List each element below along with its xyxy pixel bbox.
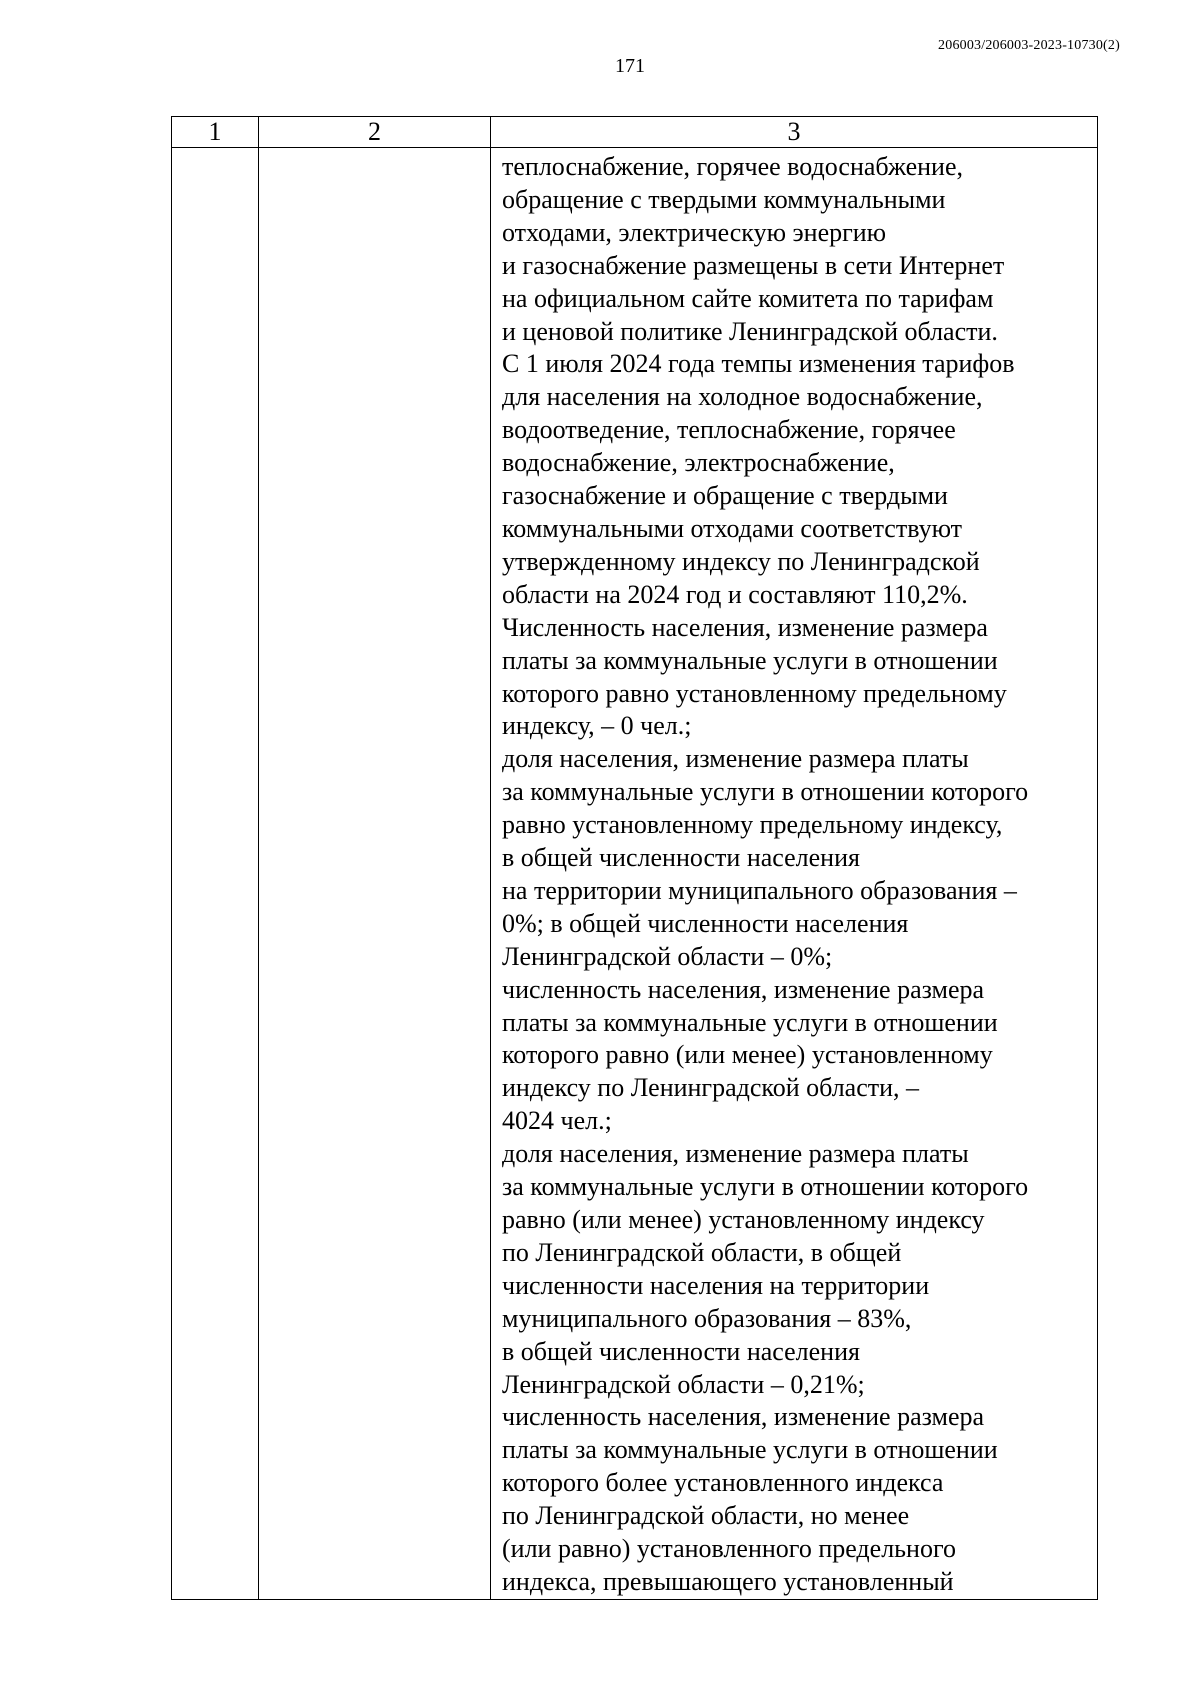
text-line: водоотведение, теплоснабжение, горячее bbox=[502, 415, 956, 445]
page-number: 171 bbox=[615, 55, 645, 77]
text-line: индексу, – 0 чел.; bbox=[502, 711, 692, 741]
text-line: численность населения, изменение размера bbox=[502, 974, 985, 1004]
text-line: по Ленинградской области, в общей bbox=[502, 1237, 902, 1267]
text-line: в общей численности населения bbox=[502, 1336, 860, 1366]
text-line: индексу по Ленинградской области, – bbox=[502, 1073, 920, 1103]
text-line: по Ленинградской области, но менее bbox=[502, 1501, 910, 1531]
text-line: муниципального образования – 83%, bbox=[502, 1303, 912, 1333]
text-line: утвержденному индексу по Ленинградской bbox=[502, 546, 980, 576]
text-line: индекса, превышающего установленный bbox=[502, 1566, 954, 1596]
text-line: и газоснабжение размещены в сети Интернет bbox=[502, 250, 1005, 280]
text-line: равно установленному предельному индексу, bbox=[502, 810, 1003, 840]
text-line: платы за коммунальные услуги в отношении bbox=[502, 645, 998, 675]
text-line: за коммунальные услуги в отношении которого bbox=[502, 1172, 1029, 1202]
text-line: платы за коммунальные услуги в отношении bbox=[502, 1007, 998, 1037]
text-line: доля населения, изменение размера платы bbox=[502, 1139, 969, 1169]
text-line: Численность населения, изменение размера bbox=[502, 612, 988, 642]
text-line: теплоснабжение, горячее водоснабжение, bbox=[502, 152, 964, 181]
content-table bbox=[171, 116, 1098, 1600]
text-line: на территории муниципального образования – bbox=[502, 875, 1017, 905]
column-header-1: 1 bbox=[172, 117, 259, 148]
text-line: которого более установленного индекса bbox=[502, 1468, 944, 1498]
text-line: водоснабжение, электроснабжение, bbox=[502, 448, 895, 478]
text-line: которого равно (или менее) установленному bbox=[502, 1040, 993, 1070]
table-header-row bbox=[172, 117, 1098, 148]
column-header-2: 2 bbox=[259, 117, 491, 148]
text-line: коммунальными отходами соответствуют bbox=[502, 513, 963, 543]
table-row bbox=[172, 148, 1098, 1600]
text-line: С 1 июля 2024 года темпы изменения тарифов bbox=[502, 349, 1015, 379]
text-line: для населения на холодное водоснабжение, bbox=[502, 382, 983, 412]
text-line: Ленинградской области – 0,21%; bbox=[502, 1369, 865, 1399]
text-line: платы за коммунальные услуги в отношении bbox=[502, 1435, 998, 1465]
text-line: в общей численности населения bbox=[502, 843, 860, 873]
column2-cell bbox=[259, 148, 491, 1600]
text-line: 4024 чел.; bbox=[502, 1106, 612, 1136]
column3-text bbox=[491, 148, 1097, 1599]
text-line: отходами, электрическую энергию bbox=[502, 217, 887, 247]
text-line: за коммунальные услуги в отношении которого bbox=[502, 777, 1029, 807]
column-header-3: 3 bbox=[491, 117, 1098, 148]
text-line: области на 2024 год и составляют 110,2%. bbox=[502, 579, 968, 609]
text-line: численности населения на территории bbox=[502, 1270, 930, 1300]
text-line: и ценовой политике Ленинградской области. bbox=[502, 316, 998, 346]
text-line: обращение с твердыми коммунальными bbox=[502, 184, 946, 214]
text-line: 0%; в общей численности населения bbox=[502, 908, 909, 938]
text-line: (или равно) установленного предельного bbox=[502, 1534, 956, 1564]
text-line: равно (или менее) установленному индексу bbox=[502, 1205, 985, 1234]
text-line: газоснабжение и обращение с твердыми bbox=[502, 481, 948, 511]
column1-cell bbox=[172, 148, 259, 1600]
text-line: которого равно установленному предельному bbox=[502, 678, 1007, 708]
text-line: Ленинградской области – 0%; bbox=[502, 941, 833, 971]
text-line: на официальном сайте комитета по тарифам bbox=[502, 283, 994, 313]
text-line: доля населения, изменение размера платы bbox=[502, 744, 969, 774]
column3-cell bbox=[491, 148, 1098, 1600]
document-id: 206003/206003-2023-10730(2) bbox=[938, 38, 1120, 53]
text-line: численность населения, изменение размера bbox=[502, 1402, 985, 1432]
